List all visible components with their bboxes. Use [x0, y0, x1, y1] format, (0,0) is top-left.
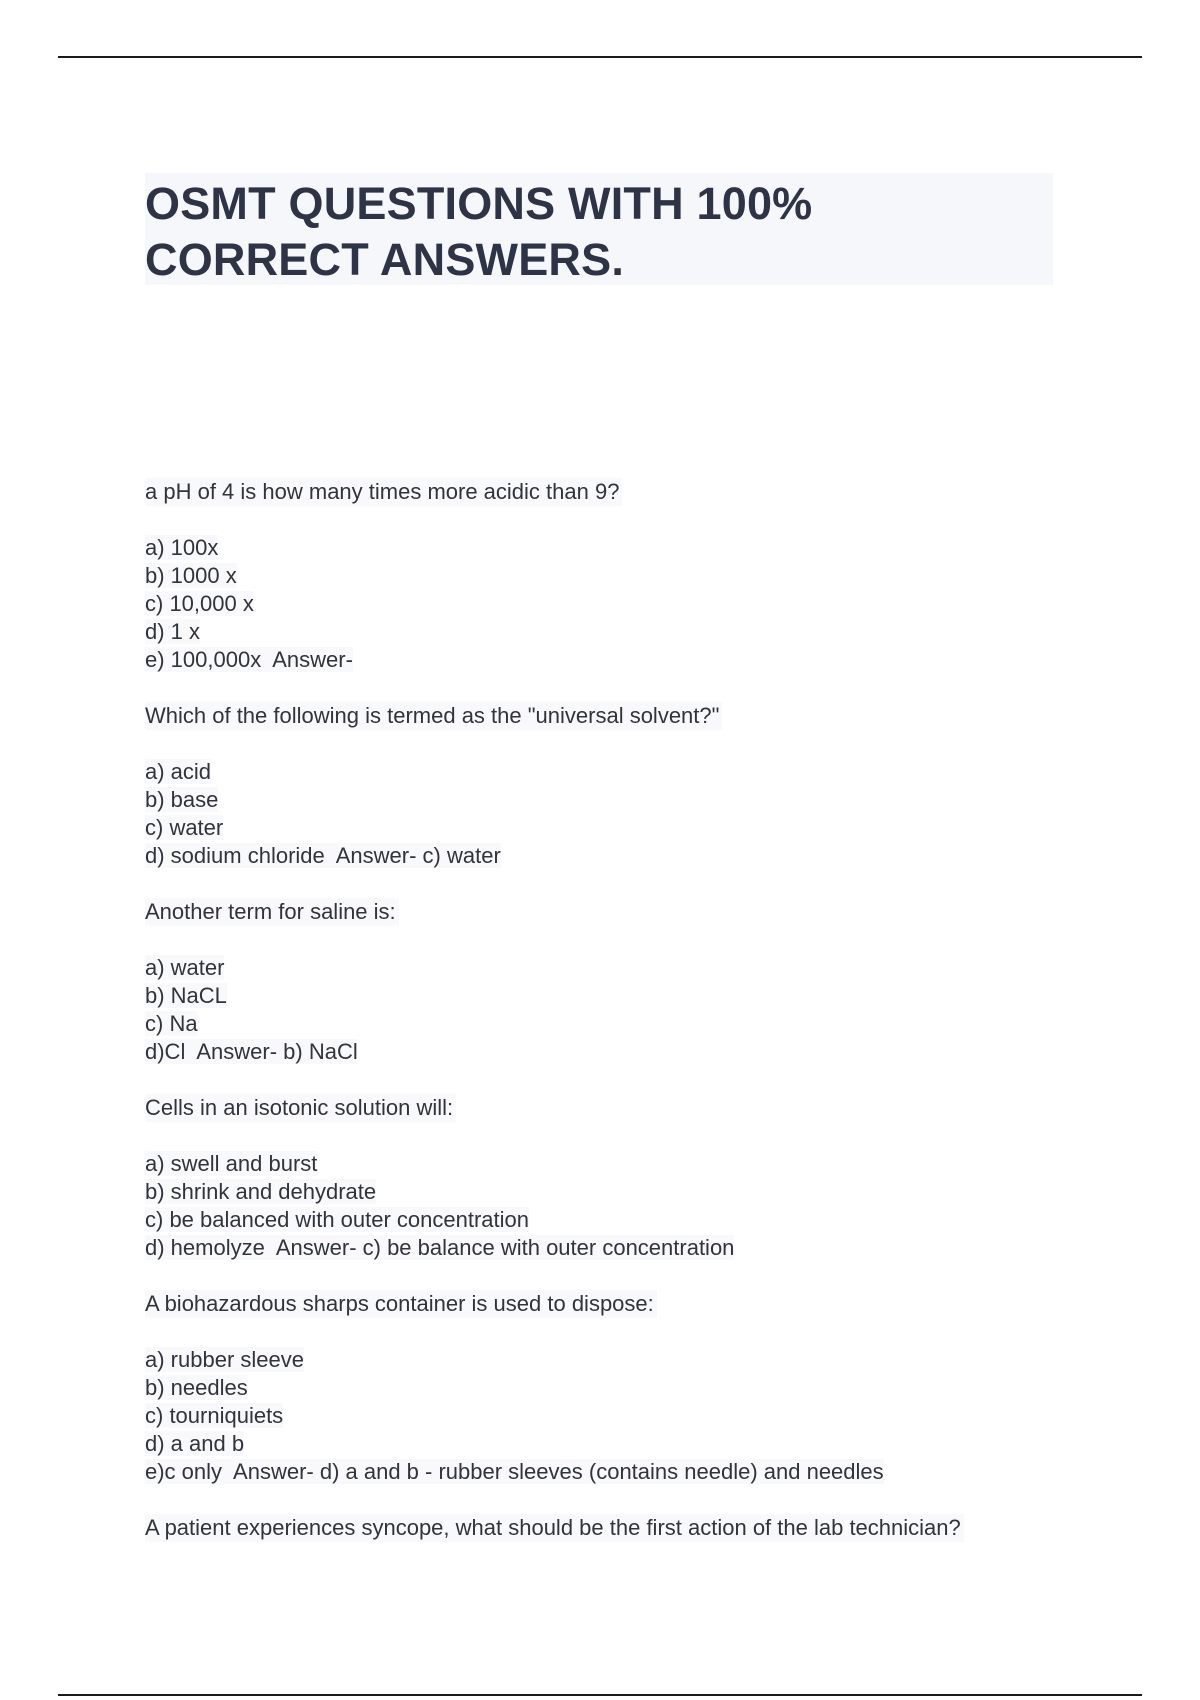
question-block	[145, 478, 1085, 674]
option-line-with-answer: d) sodium chloride Answer- c) water	[145, 843, 501, 868]
option-line-with-answer: e)c only Answer- d) a and b - rubber sleeves (contains needle) and needles	[145, 1459, 884, 1484]
question-text: A patient experiences syncope, what should be the first action of the lab technician?	[145, 1514, 964, 1542]
option-line: b) base	[145, 787, 219, 812]
question-text: a pH of 4 is how many times more acidic than 9?	[145, 478, 622, 506]
question-text: Cells in an isotonic solution will:	[145, 1094, 456, 1122]
option-line: d) 1 x	[145, 619, 201, 644]
option-line: c) be balanced with outer concentration	[145, 1207, 530, 1232]
title-line-2: CORRECT ANSWERS.	[145, 234, 625, 285]
options-list	[145, 758, 1085, 870]
question-list	[145, 478, 1085, 1542]
option-line: c) water	[145, 815, 224, 840]
option-line: b) shrink and dehydrate	[145, 1179, 377, 1204]
option-line: c) tourniquiets	[145, 1403, 284, 1428]
option-line: a) 100x	[145, 535, 219, 560]
footer-rule	[58, 1694, 1142, 1696]
option-line-with-answer: e) 100,000x Answer-	[145, 647, 353, 672]
options-list	[145, 534, 1085, 674]
question-text: Another term for saline is:	[145, 898, 399, 926]
option-line: a) acid	[145, 759, 212, 784]
question-block	[145, 898, 1085, 1066]
options-list	[145, 954, 1085, 1066]
option-line: a) swell and burst	[145, 1151, 318, 1176]
document-title	[145, 173, 1053, 288]
option-line-with-answer: d) hemolyze Answer- c) be balance with outer concentration	[145, 1235, 735, 1260]
options-list	[145, 1150, 1085, 1262]
question-block	[145, 1514, 1085, 1542]
option-line: a) rubber sleeve	[145, 1347, 304, 1372]
option-line: a) water	[145, 955, 225, 980]
option-line: b) NaCL	[145, 983, 227, 1008]
header-rule	[58, 56, 1142, 58]
option-line: d) a and b	[145, 1431, 245, 1456]
question-block	[145, 1094, 1085, 1262]
question-block	[145, 702, 1085, 870]
options-list	[145, 1346, 1085, 1486]
option-line: b) 1000 x	[145, 563, 237, 588]
option-line-with-answer: d)Cl Answer- b) NaCl	[145, 1039, 358, 1064]
title-line-1: OSMT QUESTIONS WITH 100%	[145, 178, 813, 229]
option-line: c) 10,000 x	[145, 591, 254, 616]
option-line: c) Na	[145, 1011, 198, 1036]
question-block	[145, 1290, 1085, 1486]
option-line: b) needles	[145, 1375, 248, 1400]
title-block	[145, 173, 1053, 285]
question-text: Which of the following is termed as the "universal solvent?"	[145, 702, 722, 730]
question-text: A biohazardous sharps container is used to dispose:	[145, 1290, 657, 1318]
